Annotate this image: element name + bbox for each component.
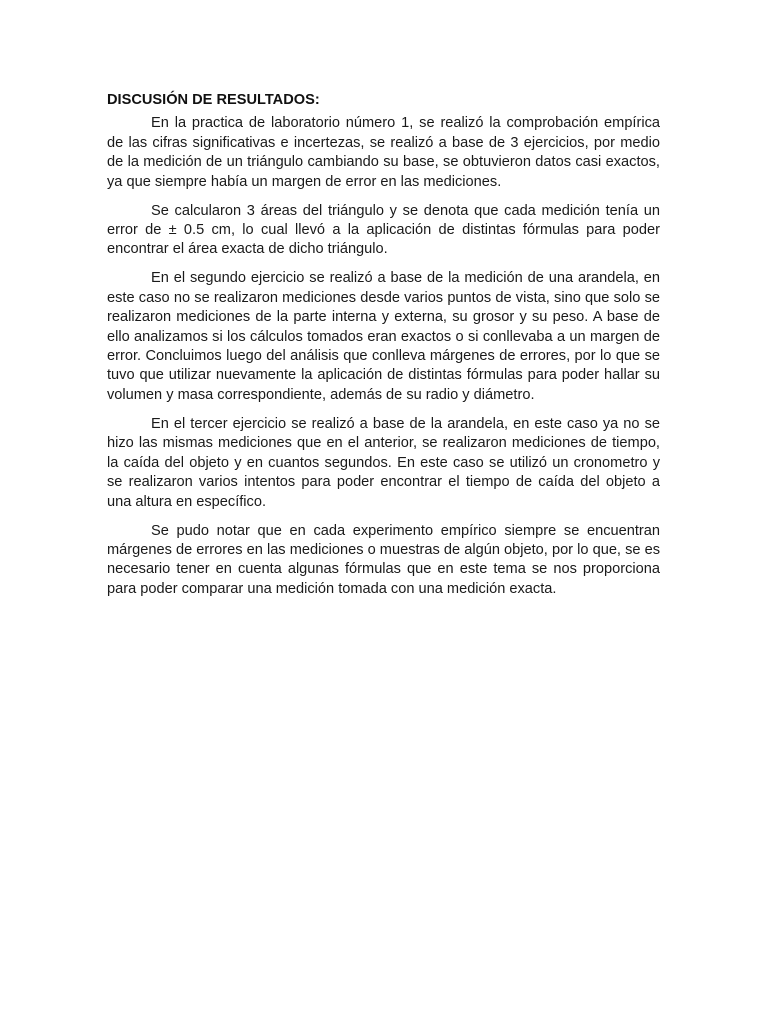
paragraph-4: En el tercer ejercicio se realizó a base de la arandela, en este caso ya no se hizo las mismas mediciones que en el anterior, se realizaron mediciones de tiempo, la caída del objeto y en cuantos segundos. En este caso se utilizó un cronometro y se realizaron varios intentos para poder encontrar el tiempo de caída del objeto a una altura en específico.	[107, 415, 660, 510]
document-body	[107, 91, 660, 609]
paragraph-2: Se calcularon 3 áreas del triángulo y se denota que cada medición tenía un error de ± 0.5 cm, lo cual llevó a la aplicación de distintas fórmulas para poder encontrar el área exacta de dicho triángulo.	[107, 202, 660, 258]
section-heading: DISCUSIÓN DE RESULTADOS:	[107, 92, 320, 108]
paragraph-3: En el segundo ejercicio se realizó a base de la medición de una arandela, en este caso no se realizaron mediciones desde varios puntos de vista, sino que solo se realizaron mediciones de la parte interna y externa, su grosor y su peso. A base de ello analizamos si los cálculos tomados eran exactos o si conllevaba a un margen de error. Concluimos luego del análisis que conlleva márgenes de errores, por lo que se tuvo que utilizar nuevamente la aplicación de distintas fórmulas para poder hallar su volumen y masa correspondiente, además de su radio y diámetro.	[107, 270, 660, 403]
paragraph-1: En la practica de laboratorio número 1, se realizó la comprobación empírica de las cifras significativas e incertezas, se realizó a base de 3 ejercicios, por medio de la medición de un triángulo cambiando su base, se obtuvieron datos casi exactos, ya que siempre había un margen de error en las mediciones.	[107, 115, 660, 190]
paragraph-5: Se pudo notar que en cada experimento empírico siempre se encuentran márgenes de errores en las mediciones o muestras de algún objeto, por lo que, se es necesario tener en cuenta algunas fórmulas que en este tema se nos proporciona para poder comparar una medición tomada con una medición exacta.	[107, 522, 660, 597]
